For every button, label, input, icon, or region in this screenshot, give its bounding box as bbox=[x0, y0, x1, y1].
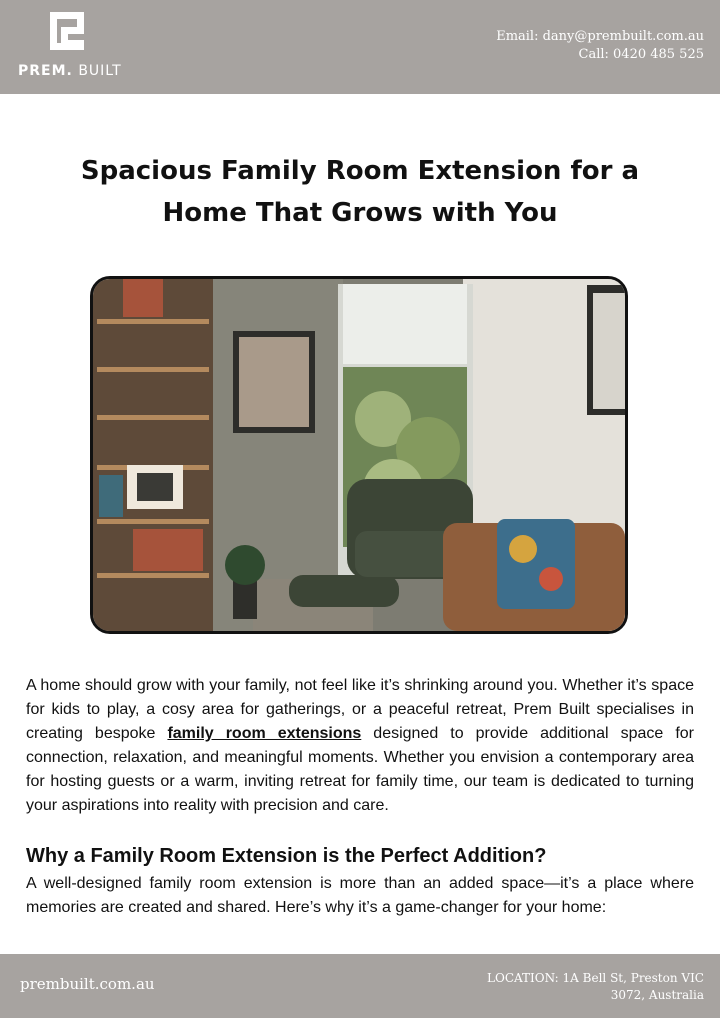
location-line-1: LOCATION: 1A Bell St, Preston VIC bbox=[487, 971, 704, 985]
location-line-2: 3072, Australia bbox=[610, 988, 704, 1002]
family-room-extensions-link[interactable]: family room extensions bbox=[167, 725, 362, 742]
intro-paragraph: A home should grow with your family, not feel like it’s shrinking around you. Whether it’s space for kids to play, a cosy area for gatherings, or a peaceful retreat, Prem Built specialises in creating bespoke family room extensions designed to provide additional space for connection, relaxation, and meaningful moments. Whether you envision a contemporary area for hosting guests or a warm, inviting retreat for family time, our team is dedicated to turning your aspirations into reality with precision and care. bbox=[26, 677, 694, 814]
location-info bbox=[464, 970, 704, 1004]
website-link[interactable]: prembuilt.com.au bbox=[20, 975, 155, 993]
phone-link[interactable]: Call: 0420 485 525 bbox=[578, 47, 704, 62]
section-heading: Why a Family Room Extension is the Perfect Addition? bbox=[26, 845, 547, 867]
logo-wordmark: PREM. BUILT bbox=[18, 63, 122, 79]
footer-band bbox=[0, 954, 720, 1018]
section-paragraph: A well-designed family room extension is more than an added space—it’s a place where memories are created and shared. Here’s why it’s a game-changer for your home: bbox=[26, 875, 694, 916]
email-link[interactable]: Email: dany@prembuilt.com.au bbox=[496, 29, 704, 44]
page-title: Spacious Family Room Extension for a Home That Grows with You bbox=[80, 156, 640, 228]
contact-info bbox=[496, 28, 704, 64]
living-room-photo bbox=[90, 276, 628, 634]
logo[interactable] bbox=[18, 10, 128, 84]
living-room-photo-icon bbox=[93, 279, 625, 631]
prem-built-logo-icon bbox=[48, 10, 86, 52]
header-band bbox=[0, 0, 720, 94]
